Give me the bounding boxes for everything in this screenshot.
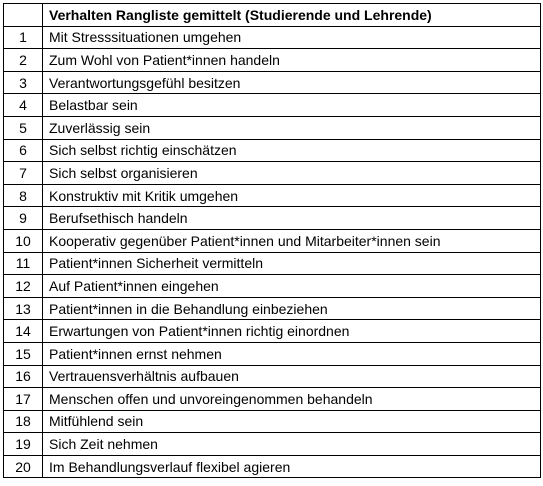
- rank-cell: 11: [4, 252, 43, 275]
- table-row: [4, 162, 541, 185]
- table-row: [4, 207, 541, 230]
- rank-cell: 1: [4, 26, 43, 49]
- behavior-cell: Patient*innen ernst nehmen: [43, 342, 541, 365]
- behavior-cell: Erwartungen von Patient*innen richtig einordnen: [43, 320, 541, 343]
- rank-cell: 10: [4, 229, 43, 252]
- rank-cell: 8: [4, 184, 43, 207]
- table-body: [4, 26, 541, 478]
- header-corner-cell: [4, 4, 43, 27]
- rank-cell: 6: [4, 139, 43, 162]
- table-row: [4, 94, 541, 117]
- rank-cell: 5: [4, 116, 43, 139]
- behavior-cell: Menschen offen und unvoreingenommen behandeln: [43, 388, 541, 411]
- ranking-table-container: [3, 3, 541, 478]
- behavior-cell: Verantwortungsgefühl besitzen: [43, 71, 541, 94]
- table-row: [4, 320, 541, 343]
- behavior-cell: Mit Stresssituationen umgehen: [43, 26, 541, 49]
- table-row: [4, 388, 541, 411]
- rank-cell: 20: [4, 455, 43, 478]
- table-row: [4, 116, 541, 139]
- table-row: [4, 252, 541, 275]
- behavior-cell: Sich selbst richtig einschätzen: [43, 139, 541, 162]
- rank-cell: 15: [4, 342, 43, 365]
- behavior-cell: Berufsethisch handeln: [43, 207, 541, 230]
- rank-cell: 4: [4, 94, 43, 117]
- behavior-cell: Konstruktiv mit Kritik umgehen: [43, 184, 541, 207]
- behavior-cell: Zuverlässig sein: [43, 116, 541, 139]
- table-row: [4, 26, 541, 49]
- table-row: [4, 49, 541, 72]
- table-row: [4, 275, 541, 298]
- behavior-ranking-table: [3, 3, 541, 478]
- rank-cell: 14: [4, 320, 43, 343]
- table-row: [4, 433, 541, 456]
- table-header-title: Verhalten Rangliste gemittelt (Studierende und Lehrende): [43, 4, 541, 27]
- table-row: [4, 71, 541, 94]
- table-row: [4, 342, 541, 365]
- behavior-cell: Sich selbst organisieren: [43, 162, 541, 185]
- rank-cell: 17: [4, 388, 43, 411]
- rank-cell: 18: [4, 410, 43, 433]
- table-row: [4, 455, 541, 478]
- table-header-row: [4, 4, 541, 27]
- rank-cell: 19: [4, 433, 43, 456]
- behavior-cell: Im Behandlungsverlauf flexibel agieren: [43, 455, 541, 478]
- table-row: [4, 297, 541, 320]
- behavior-cell: Sich Zeit nehmen: [43, 433, 541, 456]
- rank-cell: 7: [4, 162, 43, 185]
- behavior-cell: Belastbar sein: [43, 94, 541, 117]
- rank-cell: 2: [4, 49, 43, 72]
- behavior-cell: Patient*innen in die Behandlung einbeziehen: [43, 297, 541, 320]
- rank-cell: 3: [4, 71, 43, 94]
- behavior-cell: Vertrauensverhältnis aufbauen: [43, 365, 541, 388]
- table-row: [4, 184, 541, 207]
- rank-cell: 9: [4, 207, 43, 230]
- table-row: [4, 229, 541, 252]
- table-row: [4, 365, 541, 388]
- behavior-cell: Mitfühlend sein: [43, 410, 541, 433]
- behavior-cell: Auf Patient*innen eingehen: [43, 275, 541, 298]
- behavior-cell: Zum Wohl von Patient*innen handeln: [43, 49, 541, 72]
- rank-cell: 16: [4, 365, 43, 388]
- table-row: [4, 139, 541, 162]
- rank-cell: 12: [4, 275, 43, 298]
- behavior-cell: Kooperativ gegenüber Patient*innen und Mitarbeiter*innen sein: [43, 229, 541, 252]
- rank-cell: 13: [4, 297, 43, 320]
- table-row: [4, 410, 541, 433]
- behavior-cell: Patient*innen Sicherheit vermitteln: [43, 252, 541, 275]
